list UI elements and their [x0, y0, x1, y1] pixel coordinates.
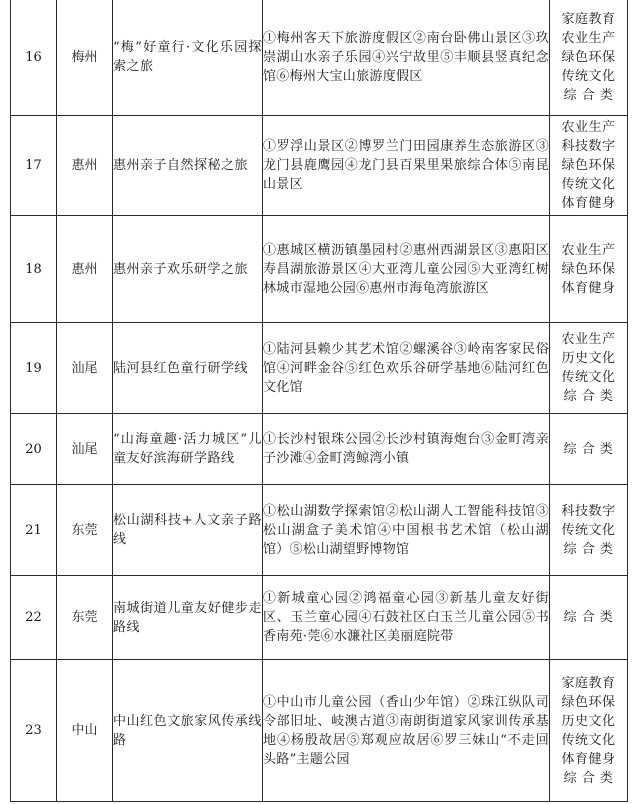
- row-number: 16: [11, 0, 57, 116]
- route-type: 体育健身: [561, 751, 616, 767]
- row-number: 21: [11, 485, 57, 576]
- route-name: 松山湖科技+人文亲子路线: [113, 485, 263, 576]
- row-city: 汕尾: [57, 323, 113, 414]
- route-type: 综 合 类: [563, 389, 614, 404]
- table-row: [11, 0, 628, 116]
- route-name: 陆河县红色童行研学线: [113, 323, 263, 414]
- route-name: “梅”好童行·文化乐园探索之旅: [113, 0, 263, 116]
- route-type: 农业生产: [561, 242, 616, 258]
- row-number: 18: [11, 216, 57, 323]
- route-types: [550, 660, 628, 802]
- route-type: 体育健身: [561, 196, 616, 211]
- route-type: 农业生产: [561, 332, 616, 347]
- route-types: [550, 485, 628, 576]
- route-type: 传统文化: [561, 522, 616, 538]
- route-types: [550, 116, 628, 216]
- route-type: 综 合 类: [563, 441, 614, 457]
- route-type: 历史文化: [561, 713, 616, 729]
- route-sites: ①松山湖数学探索馆②松山湖人工智能科技馆③松山湖盒子美术馆④中国根书艺术馆（松山湖馆）⑤松山湖望野博物馆: [263, 485, 550, 576]
- route-type: 绿色环保: [561, 49, 616, 65]
- route-table: [10, 0, 628, 802]
- route-sites: ①中山市儿童公园（香山少年馆）②珠江纵队司令部旧址、岐澳古道③南朗街道家风家训传承基地④杨殷故居⑤郑观应故居⑥罗三妹山“不走回头路”主题公园: [263, 660, 550, 802]
- row-number: 17: [11, 116, 57, 216]
- table-row: [11, 323, 628, 414]
- row-number: 23: [11, 660, 57, 802]
- route-type: 绿色环保: [561, 261, 616, 277]
- row-city: 惠州: [57, 216, 113, 323]
- route-name: 南城街道儿童友好健步走路线: [113, 576, 263, 660]
- route-sites: ①梅州客天下旅游度假区②南台卧佛山景区③玖崇湖山水亲子乐园④兴宁故里⑤丰顺县竖真纪念馆⑥梅州大宝山旅游度假区: [263, 0, 550, 116]
- row-city: 东莞: [57, 485, 113, 576]
- route-type: 家庭教育: [561, 11, 616, 27]
- row-number: 19: [11, 323, 57, 414]
- route-type: 传统文化: [561, 177, 616, 192]
- table-row: [11, 414, 628, 485]
- route-name: “山海童趣·活力城区”儿童友好滨海研学路线: [113, 414, 263, 485]
- route-types: [550, 414, 628, 485]
- row-city: 惠州: [57, 116, 113, 216]
- route-type: 传统文化: [561, 732, 616, 748]
- table-row: [11, 660, 628, 802]
- route-sites: ①罗浮山景区②博罗兰门田园康养生态旅游区③龙门县鹿鹰园④龙门县百果里果旅综合体⑤南昆山景区: [263, 116, 550, 216]
- route-table-body: [11, 0, 628, 802]
- table-row: [11, 485, 628, 576]
- route-types: [550, 576, 628, 660]
- route-type: 传统文化: [561, 68, 616, 84]
- route-type: 农业生产: [561, 30, 616, 46]
- table-row: [11, 216, 628, 323]
- route-type: 家庭教育: [561, 675, 616, 691]
- row-city: 中山: [57, 660, 113, 802]
- route-types: [550, 216, 628, 323]
- route-type: 绿色环保: [561, 158, 616, 173]
- route-type: 综 合 类: [563, 87, 614, 103]
- route-type: 综 合 类: [563, 541, 614, 557]
- row-number: 22: [11, 576, 57, 660]
- route-type: 科技数字: [561, 139, 616, 154]
- route-sites: ①陆河县赖少其艺术馆②螺溪谷③岭南客家民俗馆④河畔金谷⑤红色欢乐谷研学基地⑥陆河红色文化馆: [263, 323, 550, 414]
- route-name: 惠州亲子自然探秘之旅: [113, 116, 263, 216]
- route-type: 历史文化: [561, 351, 616, 366]
- route-name: 惠州亲子欢乐研学之旅: [113, 216, 263, 323]
- route-types: [550, 0, 628, 116]
- route-type: 传统文化: [561, 370, 616, 385]
- table-row: [11, 576, 628, 660]
- route-types: [550, 323, 628, 414]
- row-city: 梅州: [57, 0, 113, 116]
- route-name: 中山红色文旅家风传承线路: [113, 660, 263, 802]
- route-sites: ①长沙村银珠公园②长沙村镇海炮台③金町湾亲子沙滩④金町湾鲸湾小镇: [263, 414, 550, 485]
- row-number: 20: [11, 414, 57, 485]
- route-sites: ①惠城区横沥镇墨园村②惠州西湖景区③惠阳区寿昌湖旅游景区④大亚湾儿童公园⑤大亚湾红树林城市湿地公园⑥惠州市海龟湾旅游区: [263, 216, 550, 323]
- route-sites: ①新城童心园②鸿福童心园③新基儿童友好街区、玉兰童心园④石鼓社区白玉兰儿童公园⑤书香南苑·莞⑥水濂社区美丽庭院带: [263, 576, 550, 660]
- route-type: 科技数字: [561, 503, 616, 519]
- table-row: [11, 116, 628, 216]
- route-type: 体育健身: [561, 280, 616, 296]
- row-city: 东莞: [57, 576, 113, 660]
- row-city: 汕尾: [57, 414, 113, 485]
- route-type: 综 合 类: [563, 610, 614, 625]
- route-type: 农业生产: [561, 120, 616, 135]
- route-type: 综 合 类: [563, 770, 614, 786]
- route-type: 绿色环保: [561, 694, 616, 710]
